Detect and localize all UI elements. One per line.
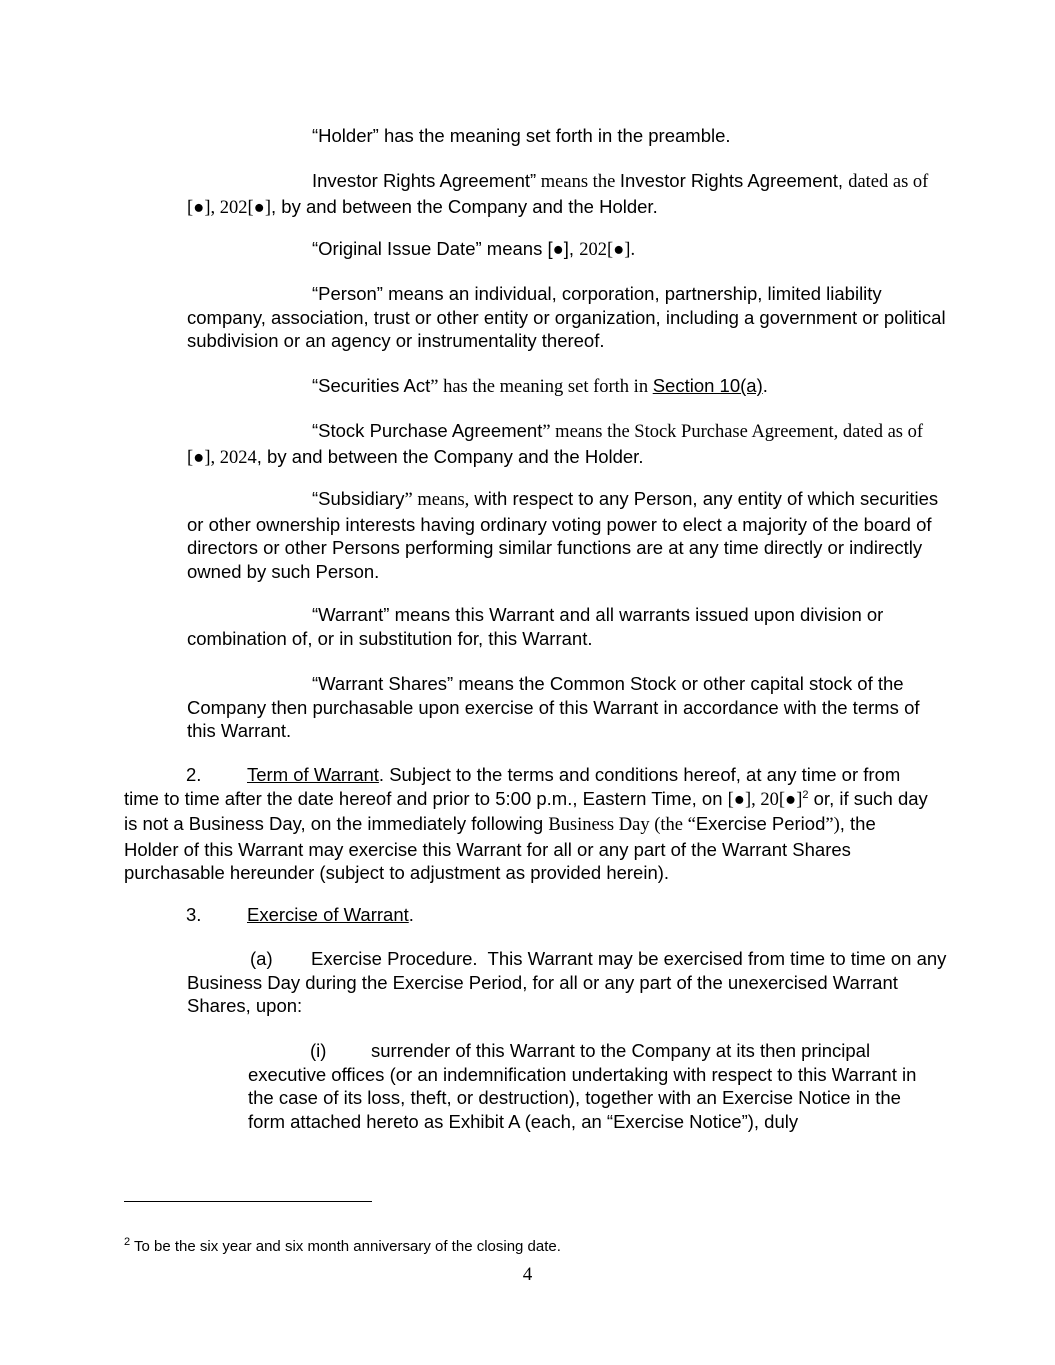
definition-subsidiary: [187, 487, 947, 583]
term: “Warrant Shares: [312, 673, 448, 694]
section-10a-link[interactable]: Section 10(a): [652, 375, 763, 396]
definition-date-serif: dated as of [●], 202[●]: [187, 172, 929, 218]
definition-text: means an individual, corporation, partnership, limited liability company, association, trust or other entity or organization, including a government or political subdivision or an agency or instrumentality thereof.: [187, 283, 946, 352]
definition-text-serif: ” means the Stock Purchase Agreement, dated as of [●], 2024: [187, 422, 924, 468]
definition-text-serif: ” means,: [404, 490, 470, 510]
term: “Stock Purchase Agreement: [312, 420, 543, 441]
section-number: 2.: [186, 764, 202, 785]
section-3a-exercise-procedure: [187, 947, 952, 1018]
definition-stock-purchase-agreement: [187, 419, 947, 470]
section-2-term-of-warrant: [124, 763, 934, 885]
definition-end: .: [762, 375, 768, 396]
section-heading-end: .: [408, 904, 414, 925]
defined-term-exercise-period: Exercise Period: [695, 813, 826, 835]
definition-text: Investor Rights Agreement,: [619, 170, 849, 191]
definition-text: , by and between the Company and the Holder.: [256, 445, 644, 467]
footnote-reference[interactable]: 2: [802, 788, 809, 801]
definition-text-end: , by and between the Company and the Holder.: [271, 195, 658, 217]
subsection-label: (a): [250, 948, 273, 969]
expiry-date: [●], 20[●]: [727, 789, 803, 810]
section-text-serif-b: Business Day (the “: [548, 815, 696, 836]
term: “Original Issue Date”: [312, 238, 482, 259]
footnote-text: To be the six year and six month anniversary of the closing date.: [130, 1238, 561, 1255]
clause-label: (i): [310, 1040, 327, 1061]
section-text-serif-c: ”): [825, 815, 840, 836]
subsection-title: Exercise Procedure.: [311, 948, 478, 969]
section-text-a: . Subject to the terms and conditions hereof, at any time or from time to time after the date hereof and prior to 5:00 p.m., Eastern Time, on: [124, 764, 901, 809]
definition-person: [187, 282, 947, 353]
definition-text-serif: ” has the meaning set forth in: [430, 377, 653, 397]
footnote-mark: 2: [124, 1236, 131, 1248]
definition-text: has the meaning set forth in the preamble.: [378, 125, 731, 146]
definition-text: means [●],: [481, 238, 580, 259]
footnote: [124, 1237, 561, 1256]
definition-text: ” means the Common Stock or other capital stock of the Company then purchasable upon exercise of this Warrant in accordance with the terms of this Warrant.: [187, 673, 920, 742]
definition-text: means this Warrant and all warrants issued upon division or combination of, or in substitution for, this Warrant.: [187, 604, 884, 649]
term: “Holder”: [312, 125, 379, 146]
definition-warrant: [187, 603, 947, 650]
section-heading: Term of Warrant: [247, 764, 379, 785]
section-3a-i: [248, 1039, 938, 1133]
subsection-text: This Warrant may be exercised from time to time on any Business Day during the Exercise Period, for all or any part of the unexercised Warrant Shares, upon:: [187, 948, 952, 1017]
page-number: 4: [522, 1264, 533, 1285]
definition-warrant-shares: [187, 672, 947, 743]
definition-holder: [187, 124, 947, 148]
section-heading: Exercise of Warrant: [247, 904, 409, 925]
definition-text-serif: 202[●].: [579, 240, 636, 260]
section-number: 3.: [186, 904, 202, 925]
definition-text-serif: means the: [536, 172, 620, 192]
term: “Subsidiary: [312, 488, 405, 509]
definition-original-issue-date: [187, 237, 947, 263]
term: “Warrant”: [312, 604, 390, 625]
term: “Securities Act: [312, 375, 431, 396]
section-3-exercise-of-warrant: [124, 903, 934, 927]
section-text-b: or, if such day is not a Business Day, on the immediately following: [124, 787, 928, 835]
term: “Person”: [312, 283, 383, 304]
footnote-separator: [124, 1201, 372, 1202]
definition-text: with respect to any Person, any entity of which securities or other ownership interests having ordinary voting power to elect a majority of the board of directors or other Persons performing similar functions are at any time directly or indirectly owned by such Person.: [187, 488, 939, 582]
definition-securities-act: [187, 374, 947, 400]
definition-investor-rights-agreement: [187, 169, 947, 220]
term: Investor Rights Agreement”: [312, 170, 537, 191]
clause-text: surrender of this Warrant to the Company at its then principal executive offices (or an indemnification undertaking with respect to this Warrant in the case of its loss, theft, or destruction), together with an Exercise Notice in the form attached hereto as Exhibit A (each, an “Exercise Notice”), duly: [248, 1040, 917, 1132]
section-text-c: , the Holder of this Warrant may exercise this Warrant for all or any part of the Warrant Shares purchasable hereunder (subject to adjustment as provided herein).: [124, 813, 876, 884]
